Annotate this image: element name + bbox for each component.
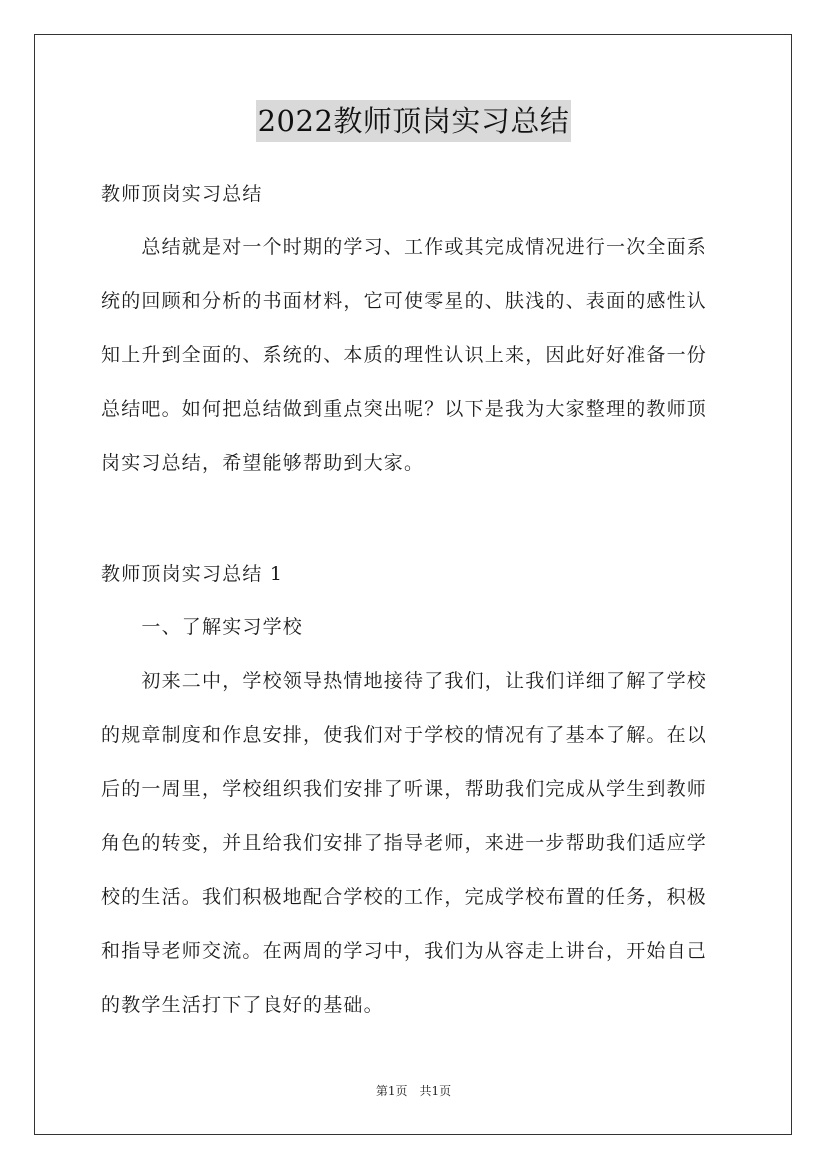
- heading-line: 教师顶岗实习总结: [101, 183, 263, 205]
- paragraph-line: 初来二中，学校领导热情地接待了我们，让我们详细了解了学校: [101, 670, 708, 692]
- paragraph-line: 和指导老师交流。在两周的学习中，我们为从容走上讲台，开始自己: [101, 940, 708, 962]
- paragraph-line: 后的一周里，学校组织我们安排了听课，帮助我们完成从学生到教师: [101, 778, 708, 800]
- paragraph-line: 总结吧。如何把总结做到重点突出呢？以下是我为大家整理的教师顶: [101, 398, 708, 420]
- page-number: 第1页 共1页: [375, 1084, 452, 1098]
- paragraph-line: 统的回顾和分析的书面材料，它可使零星的、肤浅的、表面的感性认: [101, 290, 708, 312]
- paragraph-line: 角色的转变，并且给我们安排了指导老师，来进一步帮助我们适应学: [101, 832, 708, 854]
- subsection-heading: 一、了解实习学校: [101, 616, 304, 638]
- document-title: 2022教师顶岗实习总结: [256, 100, 572, 142]
- paragraph-line: 总结就是对一个时期的学习、工作或其完成情况进行一次全面系: [101, 236, 708, 258]
- paragraph-line: 的教学生活打下了良好的基础。: [101, 994, 384, 1016]
- paragraph-line: 知上升到全面的、系统的、本质的理性认识上来，因此好好准备一份: [101, 344, 708, 366]
- paragraph-line: 校的生活。我们积极地配合学校的工作，完成学校布置的任务，积极: [101, 886, 708, 908]
- paragraph-line: 的规章制度和作息安排，使我们对于学校的情况有了基本了解。在以: [101, 724, 708, 746]
- paragraph-line: 岗实习总结，希望能够帮助到大家。: [101, 452, 425, 474]
- title-container: [0, 100, 827, 142]
- section-heading: 教师顶岗实习总结 1: [101, 563, 284, 585]
